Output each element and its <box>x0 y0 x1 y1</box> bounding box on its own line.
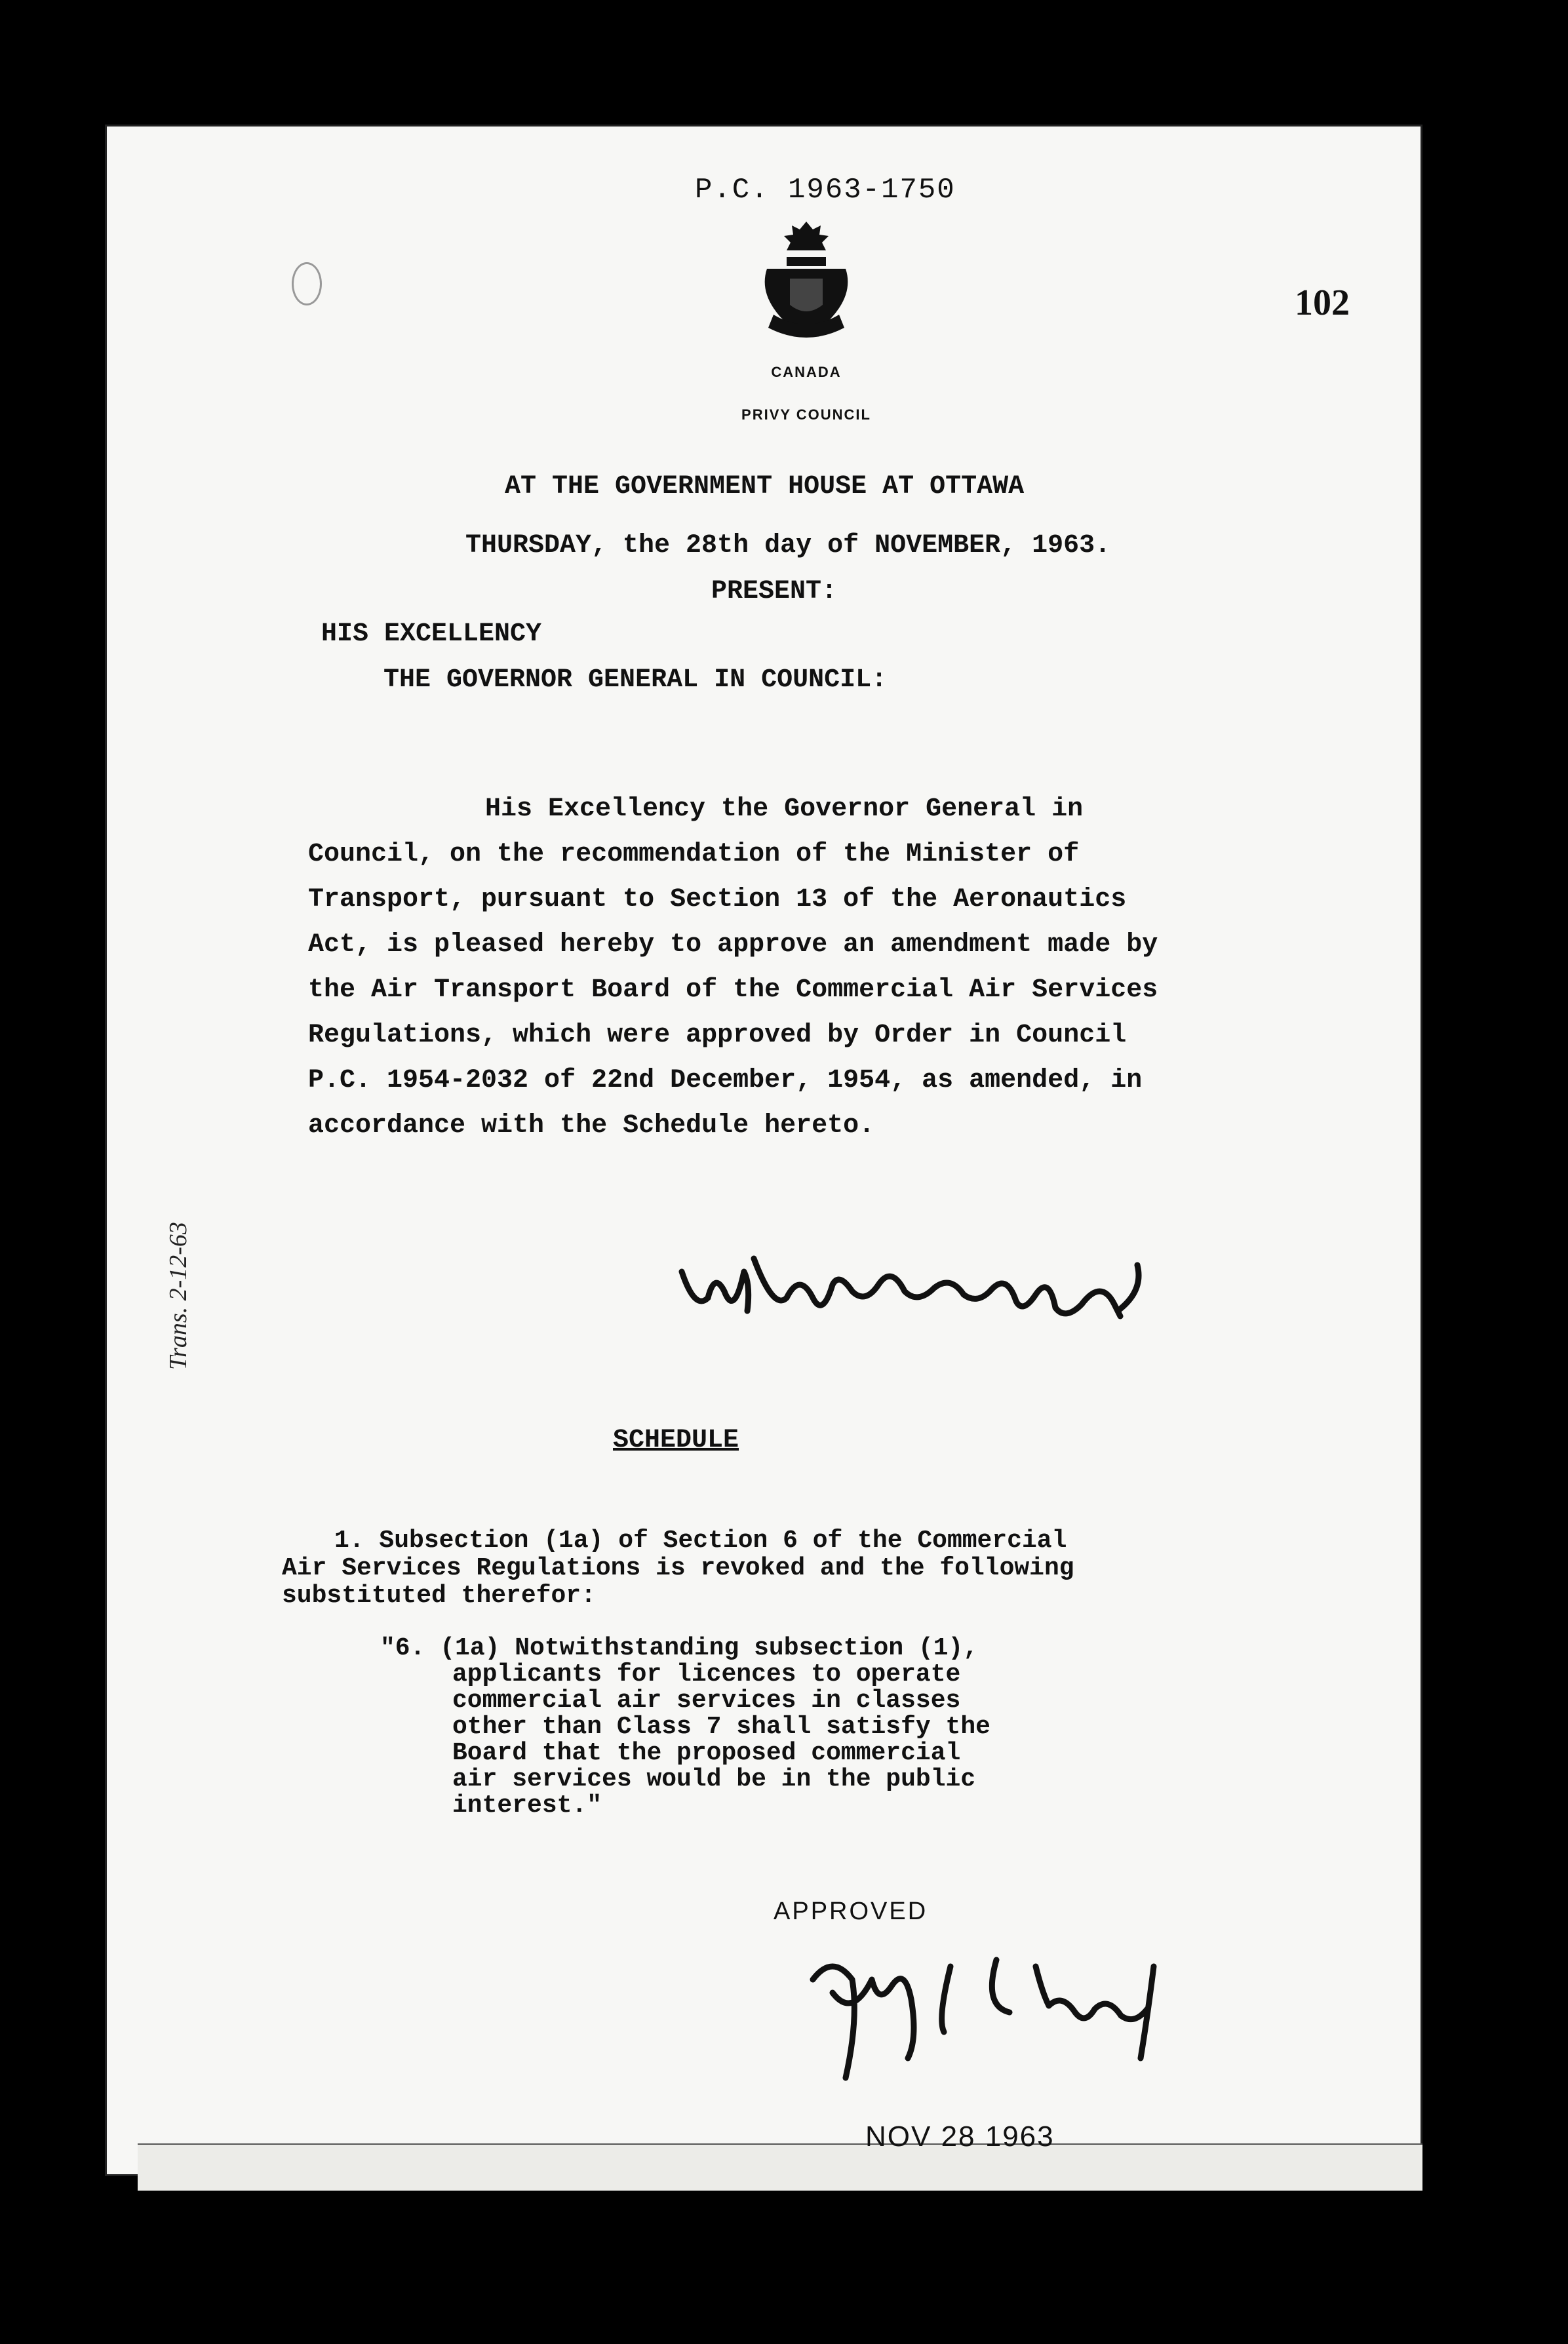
his-excellency-line: HIS EXCELLENCY <box>321 619 542 649</box>
body-line: Council, on the recommendation of the Minister of <box>308 840 1080 869</box>
schedule-line: Air Services Regulations is revoked and the following <box>282 1554 1074 1582</box>
coat-of-arms-icon <box>754 216 859 347</box>
quote-line: commercial air services in classes <box>452 1687 961 1715</box>
quote-line: Board that the proposed commercial <box>452 1739 961 1767</box>
body-line: Regulations, which were approved by Order in Council <box>308 1021 1127 1050</box>
body-line: Transport, pursuant to Section 13 of the Aeronautics <box>308 885 1127 914</box>
approval-date-stamp: NOV 28 1963 <box>865 2120 1055 2153</box>
body-line: His Excellency the Governor General in <box>485 794 1084 824</box>
punch-hole <box>292 262 322 305</box>
quote-line: interest." <box>452 1791 602 1820</box>
schedule-heading: SCHEDULE <box>613 1426 739 1455</box>
quote-line: "6. (1a) Notwithstanding subsection (1), <box>380 1634 979 1662</box>
schedule-line: substituted therefor: <box>282 1582 596 1610</box>
quote-line: other than Class 7 shall satisfy the <box>452 1713 990 1741</box>
schedule-item-1 <box>282 1527 1200 1610</box>
body-line: Act, is pleased hereby to approve an amendment made by <box>308 930 1158 960</box>
body-line: the Air Transport Board of the Commercial Air Services <box>308 975 1158 1005</box>
order-body <box>308 787 1200 1148</box>
approved-stamp: APPROVED <box>774 1898 928 1925</box>
body-line: P.C. 1954-2032 of 22nd December, 1954, as amended, in <box>308 1066 1143 1095</box>
pc-number: P.C. 1963-1750 <box>695 174 956 206</box>
quote-line: air services would be in the public <box>452 1765 976 1793</box>
schedule-quote <box>380 1635 1101 1819</box>
margin-annotation <box>164 1173 203 1370</box>
margin-note-text: Trans. 2-12-63 <box>165 1222 192 1370</box>
location-line: AT THE GOVERNMENT HOUSE AT OTTAWA <box>505 472 1025 501</box>
governor-general-signature <box>800 1940 1206 2098</box>
privy-council-label: PRIVY COUNCIL <box>741 406 871 423</box>
page-number: 102 <box>1295 283 1350 323</box>
document-page <box>105 125 1422 2176</box>
schedule-line: 1. Subsection (1a) of Section 6 of the Commercial <box>334 1527 1067 1555</box>
page-edge <box>138 2143 1422 2191</box>
governor-general-line: THE GOVERNOR GENERAL IN COUNCIL: <box>383 665 888 695</box>
canada-label: CANADA <box>771 364 842 380</box>
clerk-signature <box>675 1232 1213 1337</box>
present-line: PRESENT: <box>711 577 838 606</box>
quote-line: applicants for licences to operate <box>452 1660 961 1689</box>
body-line: accordance with the Schedule hereto. <box>308 1111 875 1141</box>
date-line: THURSDAY, the 28th day of NOVEMBER, 1963. <box>465 531 1111 560</box>
